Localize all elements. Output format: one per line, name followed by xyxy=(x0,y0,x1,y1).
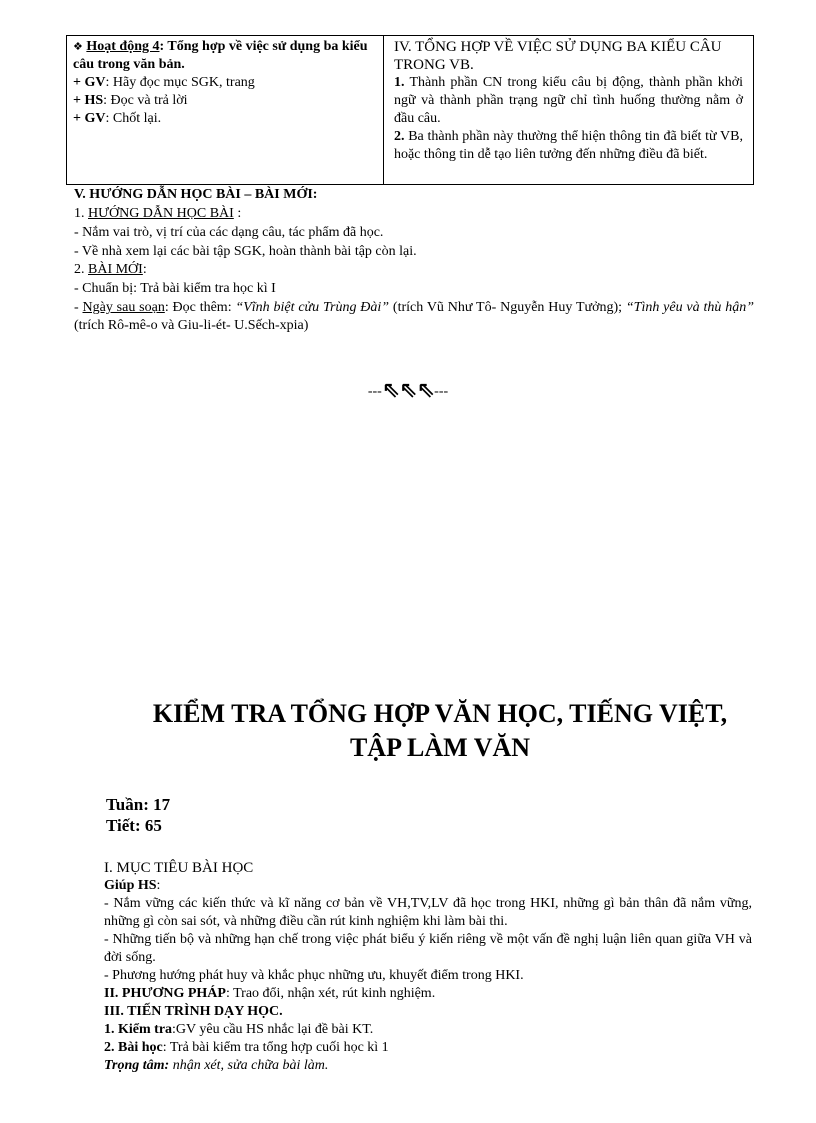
page-title-line2: TẬP LÀM VĂN xyxy=(349,733,531,762)
activity-heading xyxy=(73,38,377,74)
help-label: Giúp HS: xyxy=(104,878,161,893)
homework-line3: - Chuẩn bị: Trả bài kiểm tra học kì I xyxy=(74,281,276,296)
activity-line: + GV: Hãy đọc mục SGK, trang xyxy=(73,75,255,90)
section-divider: ---⇖⇖⇖--- xyxy=(367,378,449,403)
activity-line: + GV: Chốt lại. xyxy=(73,111,162,126)
activity-title: : Tổng hợp về việc sử dụng ba kiểu câu trong văn bản. xyxy=(73,39,368,72)
period-label: Tiết: 65 xyxy=(106,816,162,835)
section-iv-item: 1. Thành phần CN trong kiểu câu bị động, thành phần khởi ngữ và thành phần trạng ngữ chỉ tình huống thường nằm ở đầu câu. xyxy=(394,75,743,126)
week-label: Tuần: 17 xyxy=(106,795,171,814)
activity-table xyxy=(66,35,754,185)
objective-item: - Phương hướng phát huy và khắc phục những ưu, khuyết điểm trong HKI. xyxy=(104,968,524,983)
activity-label: Hoạt động 4 xyxy=(86,39,160,54)
objective-item: - Nắm vững các kiến thức và kĩ năng cơ bản về VH,TV,LV đã học trong HKI, những gì bản thân đã nắm vững, những gì còn sai sót, và những điều cần rút kinh nghiệm khi làm bài thi. xyxy=(104,896,752,929)
homework-line2: - Về nhà xem lại các bài tập SGK, hoàn thành bài tập còn lại. xyxy=(74,244,417,259)
homework-heading: V. HƯỚNG DẪN HỌC BÀI – BÀI MỚI: xyxy=(74,187,318,202)
homework-prep: - Ngày sau soạn: Đọc thêm: “Vĩnh biệt cửu Trùng Đài” (trích Vũ Như Tô- Nguyễn Huy Tưởng); “Tình yêu và thù hận” (trích Rô-mê-o và Giu-li-ét- U.Sếch-xpia) xyxy=(74,300,754,333)
objective-item: - Những tiến bộ và những hạn chế trong việc phát biểu ý kiến riêng về một vấn đề nghị luận liên quan giữa VH và đời sống. xyxy=(104,932,752,965)
homework-sub1: 1. HƯỚNG DẪN HỌC BÀI : xyxy=(74,206,242,221)
diamond-bullet-icon: ❖ xyxy=(73,40,83,53)
lesson-body xyxy=(104,859,752,1075)
activity-cell-left xyxy=(67,36,384,185)
section-iv-heading: IV. TỔNG HỢP VỀ VIỆC SỬ DỤNG BA KIỂU CÂU TRONG VB. xyxy=(394,39,722,73)
focus-line: Trọng tâm: nhận xét, sửa chữa bài làm. xyxy=(104,1058,329,1073)
arrow-ornament-icon: ⇖⇖⇖ xyxy=(381,378,435,403)
section-iv-item: 2. Ba thành phần này thường thể hiện thông tin đã biết từ VB, hoặc thông tin dễ tạo liên tưởng đến những điều đã biết. xyxy=(394,129,743,162)
process-heading: III. TIẾN TRÌNH DẠY HỌC. xyxy=(104,1004,283,1019)
activity-line: + HS: Đọc và trả lời xyxy=(73,93,188,108)
activity-cell-right xyxy=(384,36,754,185)
step-check: 1. Kiểm tra:GV yêu cầu HS nhắc lại đề bài KT. xyxy=(104,1022,374,1037)
step-lesson: 2. Bài học: Trả bài kiểm tra tổng hợp cuối học kì 1 xyxy=(104,1040,389,1055)
homework-line1: - Nắm vai trò, vị trí của các dạng câu, tác phẩm đã học. xyxy=(74,225,384,240)
objectives-heading: I. MỤC TIÊU BÀI HỌC xyxy=(104,860,254,876)
method-line: II. PHƯƠNG PHÁP: Trao đổi, nhận xét, rút kinh nghiệm. xyxy=(104,986,436,1001)
homework-sub2: 2. BÀI MỚI: xyxy=(74,262,147,277)
page-title: KIỂM TRA TỔNG HỢP VĂN HỌC, TIẾNG VIỆT, xyxy=(152,699,728,728)
